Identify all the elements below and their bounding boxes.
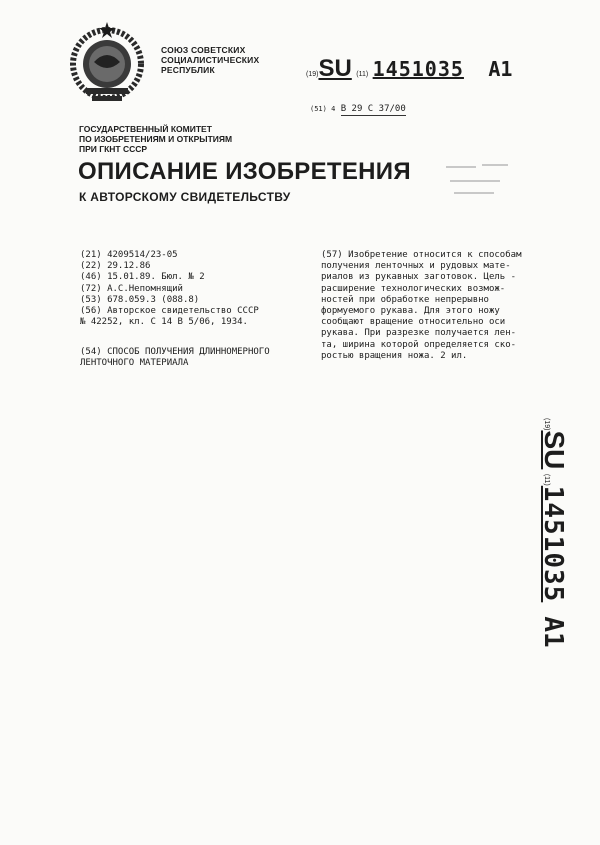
issuing-state — [161, 45, 259, 75]
biblio-line: № 42252, кл. С 14 В 5/06, 1934. — [80, 317, 248, 328]
abstract-line: получения ленточных и рудовых мате- — [321, 261, 511, 272]
biblio-line: (72) А.С.Непомнящий — [80, 283, 183, 294]
inid-code-11: (11) — [356, 71, 369, 78]
union-line: РЕСПУБЛИК — [161, 65, 215, 75]
committee-line: ПО ИЗОБРЕТЕНИЯМ И ОТКРЫТИЯМ — [79, 134, 233, 144]
side-inid-code-11: (11) — [543, 473, 550, 486]
side-patent-number: 1451035 — [538, 485, 568, 603]
committee-block — [79, 124, 232, 154]
union-line: СОЮЗ СОВЕТСКИХ — [161, 45, 246, 55]
faint-stamp-icon — [440, 158, 520, 206]
invention-title-line: ЛЕНТОЧНОГО МАТЕРИАЛА — [80, 358, 189, 369]
ipc-code: В 29 С 37/00 — [340, 104, 406, 114]
document-subtitle: К АВТОРСКОМУ СВИДЕТЕЛЬСТВУ — [79, 190, 291, 204]
abstract-line: расширение технологических возмож- — [321, 283, 506, 294]
abstract-line: ростью вращения ножа. 2 ил. — [321, 350, 468, 361]
abstract-line: сообщают вращение относительно оси — [321, 317, 506, 328]
side-inid-code-19: (19) — [543, 418, 550, 431]
invention-title-line: (54) СПОСОБ ПОЛУЧЕНИЯ ДЛИННОМЕРНОГО — [80, 347, 270, 357]
country-code: SU — [318, 55, 352, 82]
invention-title — [80, 347, 320, 369]
biblio-line: (56) Авторское свидетельство СССР — [80, 306, 259, 317]
ussr-emblem-icon — [64, 18, 150, 104]
inid-code-19: (19) — [306, 71, 319, 78]
biblio-line: (22) 29.12.86 — [80, 261, 151, 272]
abstract — [321, 250, 561, 362]
inid-code-51: (51) 4 — [310, 105, 336, 113]
abstract-line: (57) Изобретение относится к способам — [321, 250, 522, 260]
document-title: ОПИСАНИЕ ИЗОБРЕТЕНИЯ — [78, 158, 411, 185]
union-line: СОЦИАЛИСТИЧЕСКИХ — [161, 55, 260, 65]
ipc-classification — [310, 104, 406, 116]
biblio-line: (53) 678.059.3 (088.8) — [80, 294, 200, 305]
biblio-line: (46) 15.01.89. Бюл. № 2 — [80, 272, 205, 283]
abstract-line: ностей при обработке непрерывно — [321, 294, 489, 305]
publication-number — [306, 55, 512, 83]
committee-line: ПРИ ГКНТ СССР — [79, 144, 148, 154]
abstract-line: рукава. При разрезке получается лен- — [321, 328, 517, 339]
side-kind-code: A1 — [538, 616, 568, 648]
bibliographic-data — [80, 250, 310, 328]
patent-number: 1451035 — [372, 57, 464, 81]
biblio-line: (21) 4209514/23-05 — [80, 250, 178, 260]
side-country-code: SU — [539, 430, 570, 470]
kind-code: A1 — [488, 57, 513, 81]
abstract-line: та, ширина которой определяется ско- — [321, 339, 517, 350]
committee-line: ГОСУДАРСТВЕННЫЙ КОМИТЕТ — [79, 124, 212, 134]
abstract-line: формуемого рукава. Для этого ножу — [321, 306, 500, 317]
abstract-line: риалов из рукавных заготовок. Цель - — [321, 272, 517, 283]
